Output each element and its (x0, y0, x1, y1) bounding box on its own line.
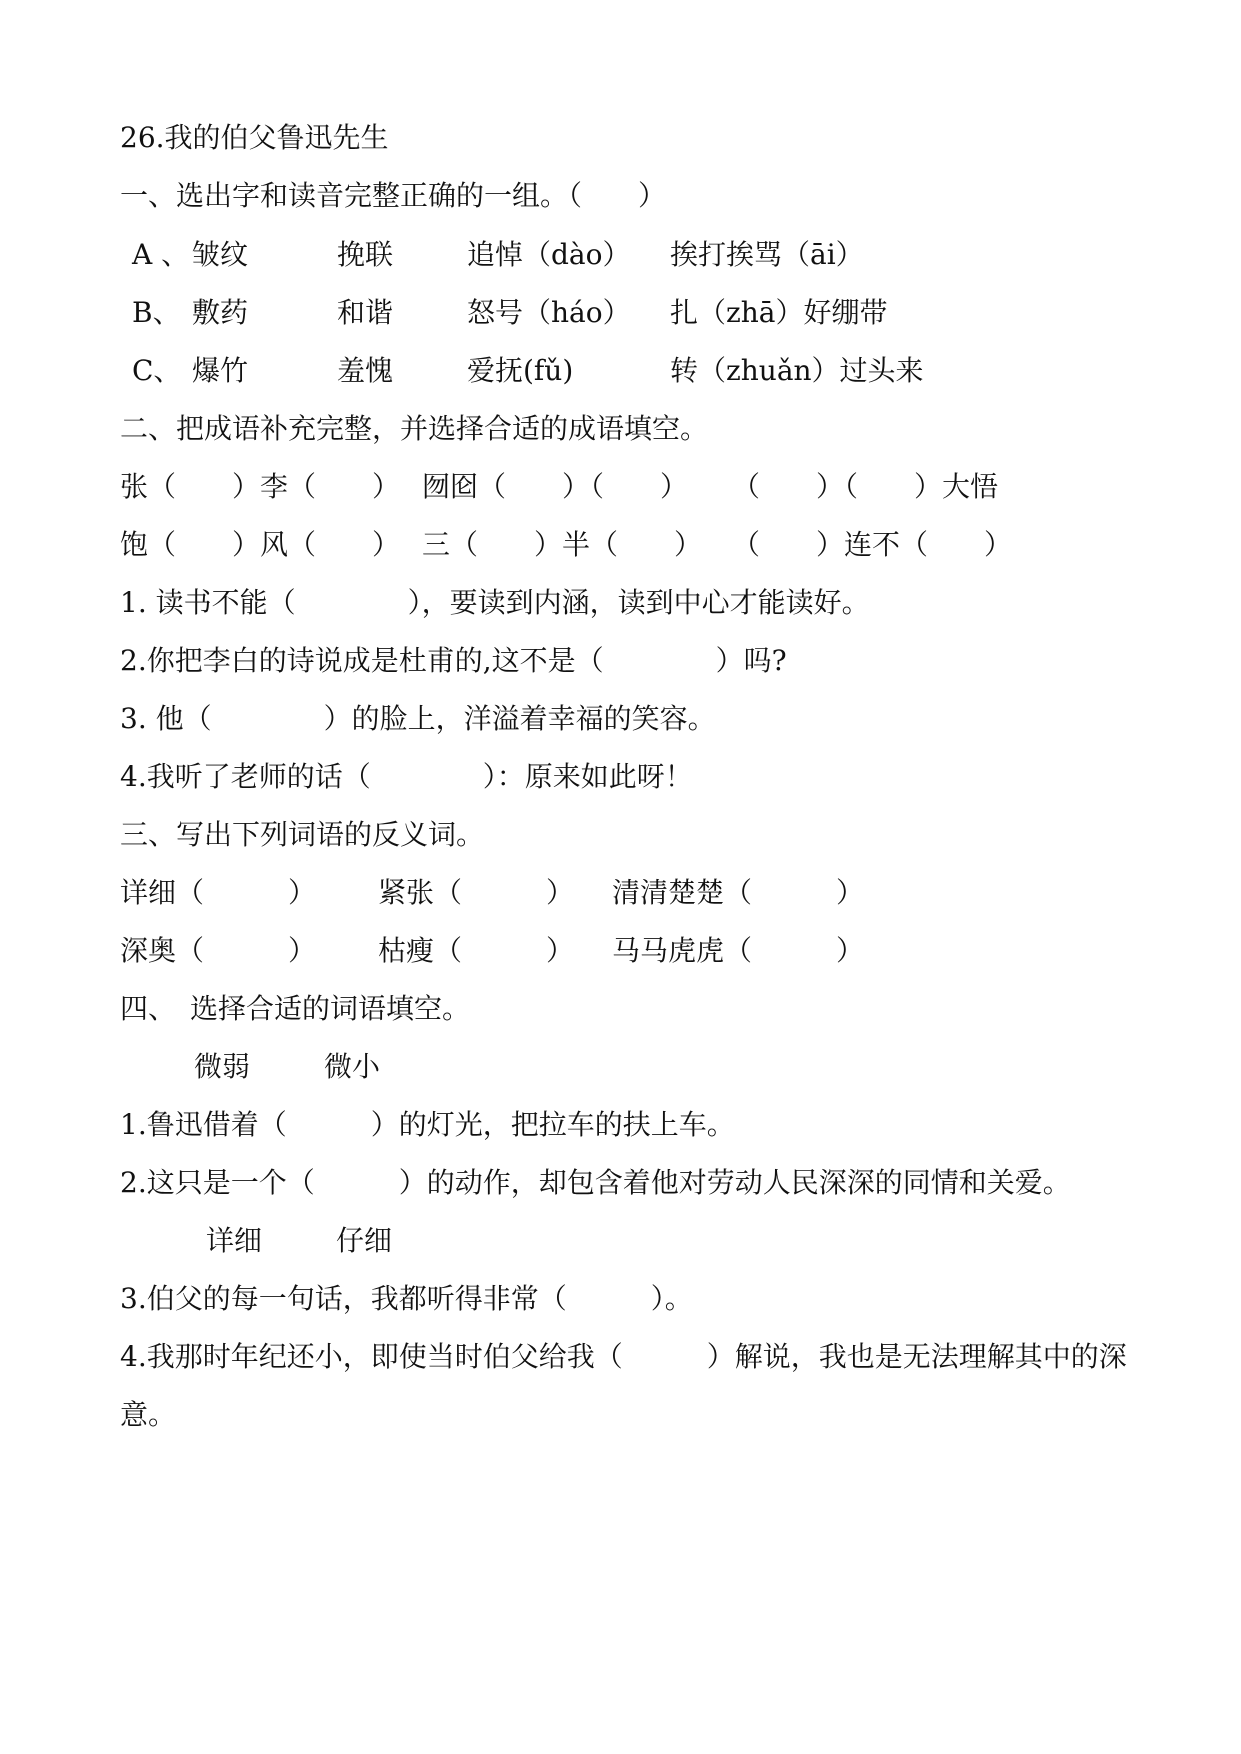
page-title: 26.我的伯父鲁迅先生 (120, 121, 389, 154)
idiom-item: 饱（ ）风（ ） (120, 528, 401, 561)
option-item: 转（zhuǎn）过头来 (670, 354, 924, 387)
q4-sentence: 3.伯父的每一句话，我都听得非常（ ）。 (120, 1282, 693, 1315)
idiom-item: （ ）连不（ ） (732, 528, 1013, 561)
q3-heading: 三、写出下列词语的反义词。 (120, 818, 485, 851)
option-item: 扎（zhā）好绷带 (670, 296, 888, 329)
option-item: 皱纹 (192, 238, 249, 271)
q2-sentence: 4.我听了老师的话（ ）：原来如此呀！ (120, 760, 693, 793)
option-item: 敷药 (192, 296, 249, 329)
word-choice: 仔细 (336, 1224, 393, 1257)
option-item: 挽联 (337, 238, 394, 271)
q2-sentence: 2.你把李白的诗说成是杜甫的,这不是（ ）吗? (120, 644, 787, 677)
word-choice: 详细 (206, 1224, 263, 1257)
option-item: 羞愧 (337, 354, 394, 387)
q2-heading: 二、把成语补充完整，并选择合适的成语填空。 (120, 412, 709, 445)
option-label: B、 (132, 296, 181, 329)
idiom-item: 三（ ）半（ ） (422, 528, 703, 561)
antonym-item: 详细（ ） (120, 876, 317, 909)
word-choice: 微弱 (194, 1050, 251, 1083)
option-item: 爆竹 (192, 354, 249, 387)
q4-sentence: 2.这只是一个（ ）的动作，却包含着他对劳动人民深深的同情和关爱。 (120, 1166, 1071, 1199)
option-item: 和谐 (337, 296, 394, 329)
option-item: 怒号（háo） (467, 296, 631, 329)
option-item: 爱抚(fǔ) (467, 354, 574, 387)
antonym-item: 马马虎虎（ ） (612, 934, 865, 967)
q4-heading: 四、 选择合适的词语填空。 (120, 992, 471, 1025)
word-choice: 微小 (324, 1050, 381, 1083)
option-item: 挨打挨骂（āi） (670, 238, 864, 271)
q1-heading: 一、选出字和读音完整正确的一组。（ ） (120, 179, 667, 212)
option-label: C、 (132, 354, 182, 387)
q2-sentence: 1. 读书不能（ ），要读到内涵，读到中心才能读好。 (120, 586, 870, 619)
antonym-item: 紧张（ ） (378, 876, 575, 909)
antonym-item: 枯瘦（ ） (378, 934, 575, 967)
idiom-item: 张（ ）李（ ） (120, 470, 401, 503)
antonym-item: 深奥（ ） (120, 934, 317, 967)
idiom-item: （ ）（ ）大悟 (732, 470, 999, 503)
option-item: 追悼（dào） (467, 238, 631, 271)
q4-sentence-continuation: 意。 (120, 1398, 177, 1431)
q4-sentence: 1.鲁迅借着（ ）的灯光，把拉车的扶上车。 (120, 1108, 735, 1141)
option-label: A 、 (132, 238, 190, 271)
q4-sentence: 4.我那时年纪还小，即使当时伯父给我（ ）解说，我也是无法理解其中的深 (120, 1340, 1127, 1373)
q2-sentence: 3. 他（ ）的脸上，洋溢着幸福的笑容。 (120, 702, 716, 735)
idiom-item: 囫囵（ ）（ ） (422, 470, 689, 503)
antonym-item: 清清楚楚（ ） (612, 876, 865, 909)
